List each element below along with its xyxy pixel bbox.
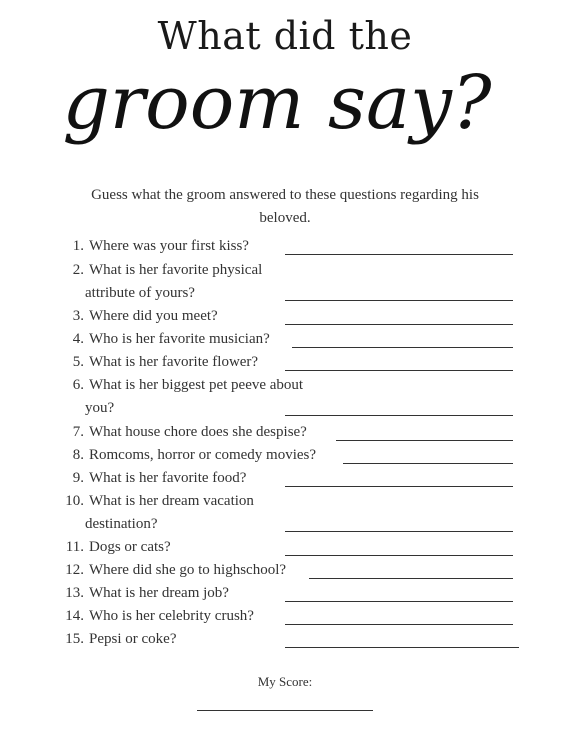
script-title [62,60,492,186]
answer-line[interactable] [285,486,513,487]
question-text: What is her biggest pet peeve about [89,377,304,393]
question-number: 11. [65,539,84,555]
answer-line[interactable] [336,440,513,441]
question-text: What is her favorite flower? [89,354,259,370]
question-number: 6. [72,377,84,393]
answer-line[interactable] [309,578,513,579]
score-label: My Score: [257,674,313,689]
question-number: 9. [72,470,84,486]
answer-line[interactable] [285,254,513,255]
question-text: What house chore does she despise? [89,424,307,440]
question-text: Where was your first kiss? [89,238,249,254]
question-text: What is her dream job? [89,585,229,601]
script-title-graphic [62,60,492,186]
answer-line[interactable] [285,601,513,602]
question-number: 10. [65,493,84,509]
question-text: What is her favorite food? [89,470,247,486]
question-text-continued: destination? [85,516,158,532]
page-title: What did the [157,14,413,58]
answer-line[interactable] [285,300,513,301]
instructions-text: Guess what the groom answered to these questions regarding his beloved. [91,187,479,226]
answer-line[interactable] [343,463,513,464]
question-text: Where did you meet? [89,308,218,324]
question-text-continued: you? [85,400,115,416]
question-number: 1. [72,238,84,254]
question-number: 3. [72,308,84,324]
question-text: Pepsi or coke? [89,631,177,647]
question-text: Romcoms, horror or comedy movies? [89,447,317,463]
question-text: What is her dream vacation [89,493,254,509]
answer-line[interactable] [285,324,513,325]
answer-line[interactable] [285,531,513,532]
answer-line[interactable] [292,347,513,348]
question-text: Who is her favorite musician? [89,331,270,347]
answer-line[interactable] [285,370,513,371]
question-number: 8. [72,447,84,463]
question-number: 4. [72,331,84,347]
question-text-continued: attribute of yours? [85,285,195,301]
answer-line[interactable] [285,415,513,416]
question-text: What is her favorite physical [89,262,263,278]
question-number: 15. [65,631,84,647]
question-number: 5. [72,354,84,370]
question-number: 7. [72,424,84,440]
question-number: 12. [65,562,84,578]
question-number: 14. [65,608,84,624]
question-number: 13. [65,585,84,601]
script-title-text: groom say? [62,60,492,146]
answer-line[interactable] [285,555,513,556]
question-text: Where did she go to highschool? [89,562,287,578]
answer-line[interactable] [285,624,513,625]
score-answer-line[interactable] [197,710,373,711]
question-text: Dogs or cats? [89,539,171,555]
question-number: 2. [72,262,84,278]
answer-line[interactable] [285,647,519,648]
question-text: Who is her celebrity crush? [89,608,254,624]
